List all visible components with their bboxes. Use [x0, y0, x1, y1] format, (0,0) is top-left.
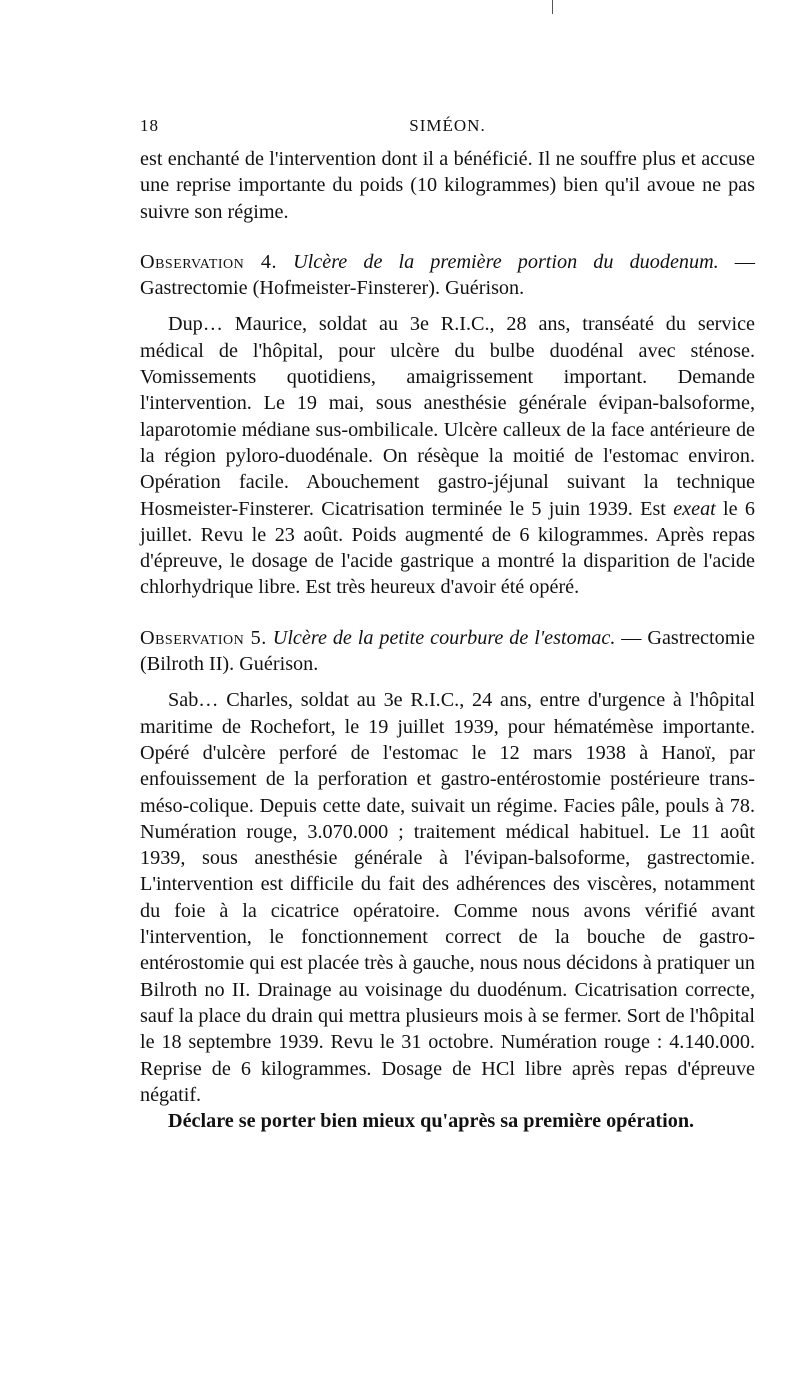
- observation-5-body: Sab… Charles, soldat au 3e R.I.C., 24 ans, entre d'urgence à l'hôpital maritime de Rochefort, le 19 juillet 1939, pour hématémèse importante. Opéré d'ulcère perforé de l'estomac le 12 mars 1938 à Hanoï, par enfouissement de la perforation et gastro-entérostomie postérieure trans-méso-colique. Depuis cette date, suivait un régime. Facies pâle, pouls à 78. Numération rouge, 3.070.000 ; traitement médical habituel. Le 11 août 1939, sous anesthésie générale à l'évipan-balsoforme, gastrectomie. L'intervention est difficile du fait des adhérences des viscères, notamment du foie à la cicatrice opératoire. Comme nous avons vérifié avant l'intervention, le fonctionnement correct de la bouche de gastro-entérostomie qui est placée très à gauche, nous nous décidons à pratiquer un Bilroth no II. Drainage au voisinage du duodénum. Cicatrisation correcte, sauf la place du drain qui mettra plusieurs mois à se fermer. Sort de l'hôpital le 18 septembre 1939. Revu le 31 octobre. Numération rouge : 4.140.000. Reprise de 6 kilogrammes. Dosage de HCl libre après repas d'épreuve négatif.: [140, 689, 755, 1106]
- body-text: [140, 146, 755, 1134]
- observation-4-text-a: Dup… Maurice, soldat au 3e R.I.C., 28 ans, transéaté du service médical de l'hôpital, pour ulcère du bulbe duodénal avec sténose. Vomissements quotidiens, amaigrissement important. Demande l'intervention. Le 19 mai, sous anesthésie générale évipan-balsoforme, laparotomie médiane sus-ombilicale. Ulcère calleux de la face antérieure de la région pyloro-duodénale. On résèque la moitié de l'estomac environ. Opération facile. Abouchement gastro-jéjunal suivant la technique Hosmeister-Finsterer. Cicatrisation terminée le 5 juin 1939. Est: [140, 313, 755, 520]
- page-number: 18: [140, 116, 159, 135]
- observation-4-label: Observation 4.: [140, 250, 277, 273]
- intro-paragraph: est enchanté de l'intervention dont il a bénéficié. Il ne souffre plus et accuse une reprise importante du poids (10 kilogrammes) bien qu'il avoue ne pas suivre son régime.: [140, 148, 755, 223]
- running-header: [140, 110, 755, 140]
- observation-4-body: [140, 311, 755, 600]
- observation-5-subtitle: — Gastrectomie (Bilroth II). Guérison.: [140, 626, 755, 676]
- exeat-term: exeat: [673, 497, 716, 520]
- observation-4-heading: [140, 249, 755, 302]
- observation-4-text-b: le 6 juillet. Revu le 23 août. Poids augmenté de 6 kilogrammes. Après repas d'épreuve, le dosage de l'acide gastrique a montré la disparition de l'acide chlorhydrique libre. Est très heureux d'avoir été opéré.: [140, 497, 755, 599]
- running-title: SIMÉON.: [409, 116, 486, 135]
- observation-5-closing: Déclare se porter bien mieux qu'après sa première opération.: [168, 1110, 695, 1133]
- observation-4-subtitle: — Gastrectomie (Hofmeister-Finsterer). Guérison.: [140, 250, 755, 300]
- observation-5-label: Observation 5.: [140, 626, 267, 649]
- page-edge-mark: [552, 0, 553, 14]
- observation-5-title: Ulcère de la petite courbure de l'estomac.: [272, 626, 616, 649]
- observation-5-heading: [140, 625, 755, 678]
- observation-4-title: Ulcère de la première portion du duodenum.: [293, 250, 719, 273]
